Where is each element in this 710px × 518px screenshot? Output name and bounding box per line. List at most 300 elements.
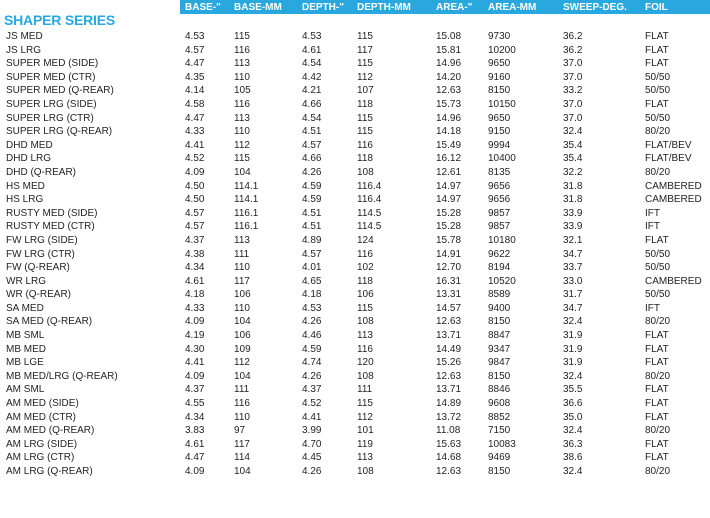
cell-area-mm: 9847 bbox=[488, 357, 511, 369]
table-row bbox=[0, 71, 710, 85]
cell-area-in: 15.63 bbox=[436, 438, 462, 450]
cell-base-in: 4.09 bbox=[185, 370, 205, 382]
header-base-in: BASE-" bbox=[185, 2, 221, 13]
header-area-in: AREA-" bbox=[436, 2, 473, 13]
table-row bbox=[0, 288, 710, 302]
cell-depth-in: 4.51 bbox=[302, 207, 322, 219]
cell-area-in: 13.71 bbox=[436, 330, 462, 342]
cell-area-mm: 10200 bbox=[488, 44, 516, 56]
table-row bbox=[0, 139, 710, 153]
cell-depth-in: 4.26 bbox=[302, 166, 322, 178]
cell-sweep-deg: 33.0 bbox=[563, 275, 583, 287]
cell-area-mm: 9650 bbox=[488, 58, 511, 70]
cell-fin-name: AM SML bbox=[6, 384, 45, 396]
cell-base-mm: 106 bbox=[234, 330, 251, 342]
table-row bbox=[0, 465, 710, 479]
cell-fin-name: DHD LRG bbox=[6, 153, 52, 165]
cell-fin-name: WR LRG bbox=[6, 275, 46, 287]
table-row bbox=[0, 248, 710, 262]
cell-area-mm: 9656 bbox=[488, 194, 511, 206]
cell-base-in: 4.30 bbox=[185, 343, 205, 355]
cell-base-mm: 115 bbox=[234, 153, 250, 165]
cell-area-mm: 10520 bbox=[488, 275, 516, 287]
cell-sweep-deg: 36.2 bbox=[563, 44, 583, 56]
cell-depth-mm: 116 bbox=[357, 139, 373, 151]
table-row bbox=[0, 370, 710, 384]
cell-base-in: 4.55 bbox=[185, 398, 205, 410]
cell-fin-name: AM LRG (CTR) bbox=[6, 452, 75, 464]
cell-foil: FLAT bbox=[645, 384, 669, 396]
cell-fin-name: HS MED bbox=[6, 180, 45, 192]
cell-fin-name: SUPER LRG (Q-REAR) bbox=[6, 126, 113, 138]
cell-base-mm: 114.1 bbox=[234, 194, 259, 206]
cell-fin-name: SUPER LRG (CTR) bbox=[6, 112, 94, 124]
cell-depth-in: 4.42 bbox=[302, 71, 322, 83]
table-body bbox=[0, 30, 710, 479]
cell-fin-name: HS LRG bbox=[6, 194, 44, 206]
cell-base-mm: 112 bbox=[234, 357, 250, 369]
cell-fin-name: FW LRG (CTR) bbox=[6, 248, 75, 260]
cell-depth-mm: 102 bbox=[357, 262, 374, 274]
cell-area-mm: 9469 bbox=[488, 452, 511, 464]
cell-area-mm: 9857 bbox=[488, 221, 511, 233]
table-row bbox=[0, 451, 710, 465]
cell-depth-in: 4.57 bbox=[302, 248, 322, 260]
cell-foil: 80/20 bbox=[645, 466, 671, 477]
cell-foil: 50/50 bbox=[645, 85, 671, 97]
cell-depth-mm: 120 bbox=[357, 357, 374, 369]
cell-depth-mm: 101 bbox=[357, 425, 374, 437]
table-row bbox=[0, 356, 710, 370]
cell-depth-in: 4.66 bbox=[302, 98, 322, 110]
cell-base-mm: 117 bbox=[234, 438, 250, 450]
table-row bbox=[0, 329, 710, 343]
cell-depth-mm: 108 bbox=[357, 316, 374, 328]
cell-area-mm: 9150 bbox=[488, 126, 511, 138]
cell-base-mm: 106 bbox=[234, 289, 251, 301]
cell-base-in: 4.41 bbox=[185, 357, 205, 369]
cell-base-mm: 112 bbox=[234, 139, 250, 151]
cell-area-mm: 8150 bbox=[488, 370, 511, 382]
cell-base-in: 4.19 bbox=[185, 330, 205, 342]
cell-depth-mm: 116 bbox=[357, 248, 373, 260]
cell-area-in: 14.18 bbox=[436, 126, 462, 138]
cell-depth-in: 4.45 bbox=[302, 452, 322, 464]
cell-area-in: 12.63 bbox=[436, 316, 462, 328]
cell-foil: 50/50 bbox=[645, 71, 671, 83]
cell-foil: CAMBERED bbox=[645, 275, 702, 287]
cell-foil: 50/50 bbox=[645, 289, 671, 301]
cell-depth-in: 4.66 bbox=[302, 153, 322, 165]
cell-base-in: 4.50 bbox=[185, 180, 205, 192]
cell-fin-name: MB SML bbox=[6, 330, 45, 342]
cell-foil: FLAT bbox=[645, 357, 669, 369]
cell-fin-name: SUPER LRG (SIDE) bbox=[6, 98, 97, 110]
cell-base-mm: 113 bbox=[234, 58, 250, 70]
table-row bbox=[0, 234, 710, 248]
cell-area-mm: 10400 bbox=[488, 153, 516, 165]
cell-area-in: 14.96 bbox=[436, 112, 462, 124]
cell-sweep-deg: 35.0 bbox=[563, 411, 583, 423]
cell-sweep-deg: 35.5 bbox=[563, 384, 583, 396]
cell-foil: 80/20 bbox=[645, 126, 671, 138]
cell-sweep-deg: 35.4 bbox=[563, 153, 583, 165]
cell-foil: FLAT/BEV bbox=[645, 153, 692, 165]
cell-foil: FLAT bbox=[645, 234, 669, 246]
cell-sweep-deg: 35.4 bbox=[563, 139, 583, 151]
cell-sweep-deg: 37.0 bbox=[563, 71, 583, 83]
header-area-mm: AREA-MM bbox=[488, 2, 537, 13]
cell-foil: 80/20 bbox=[645, 316, 671, 328]
cell-sweep-deg: 36.6 bbox=[563, 398, 583, 410]
cell-foil: FLAT bbox=[645, 44, 669, 56]
table-row bbox=[0, 180, 710, 194]
cell-base-in: 4.57 bbox=[185, 221, 205, 233]
cell-area-in: 15.28 bbox=[436, 221, 462, 233]
cell-base-in: 4.18 bbox=[185, 289, 205, 301]
cell-base-mm: 116 bbox=[234, 44, 250, 56]
cell-sweep-deg: 31.8 bbox=[563, 194, 583, 206]
cell-foil: IFT bbox=[645, 221, 660, 233]
cell-depth-in: 4.59 bbox=[302, 180, 322, 192]
cell-depth-mm: 117 bbox=[357, 44, 373, 56]
cell-area-in: 14.96 bbox=[436, 58, 462, 70]
cell-base-in: 4.09 bbox=[185, 316, 205, 328]
cell-base-in: 4.35 bbox=[185, 71, 205, 83]
cell-depth-in: 4.18 bbox=[302, 289, 322, 301]
cell-fin-name: FW LRG (SIDE) bbox=[6, 234, 78, 246]
cell-sweep-deg: 36.2 bbox=[563, 31, 583, 42]
cell-base-mm: 114 bbox=[234, 452, 250, 464]
cell-sweep-deg: 32.4 bbox=[563, 466, 583, 477]
cell-area-in: 15.78 bbox=[436, 234, 462, 246]
cell-sweep-deg: 37.0 bbox=[563, 58, 583, 70]
cell-area-mm: 9650 bbox=[488, 112, 511, 124]
cell-foil: 50/50 bbox=[645, 112, 671, 124]
cell-base-in: 3.83 bbox=[185, 425, 205, 437]
cell-base-in: 4.53 bbox=[185, 31, 205, 42]
cell-sweep-deg: 34.7 bbox=[563, 302, 583, 314]
cell-foil: FLAT bbox=[645, 58, 669, 70]
cell-depth-mm: 115 bbox=[357, 398, 373, 410]
cell-fin-name: SUPER MED (SIDE) bbox=[6, 58, 99, 70]
cell-fin-name: SA MED (Q-REAR) bbox=[6, 316, 93, 328]
cell-fin-name: MB LGE bbox=[6, 357, 44, 369]
cell-depth-mm: 108 bbox=[357, 166, 374, 178]
cell-base-in: 4.52 bbox=[185, 153, 205, 165]
cell-depth-in: 4.21 bbox=[302, 85, 322, 97]
table-row bbox=[0, 152, 710, 166]
cell-fin-name: AM MED (CTR) bbox=[6, 411, 76, 423]
cell-fin-name: AM MED (Q-REAR) bbox=[6, 425, 95, 437]
cell-area-mm: 9347 bbox=[488, 343, 511, 355]
cell-sweep-deg: 32.4 bbox=[563, 425, 583, 437]
cell-fin-name: DHD MED bbox=[6, 139, 53, 151]
cell-sweep-deg: 34.7 bbox=[563, 248, 583, 260]
cell-fin-name: FW (Q-REAR) bbox=[6, 262, 70, 274]
cell-area-in: 14.97 bbox=[436, 180, 462, 192]
header-foil: FOIL bbox=[645, 2, 668, 13]
table-row bbox=[0, 207, 710, 221]
cell-area-in: 14.91 bbox=[436, 248, 462, 260]
cell-area-in: 14.68 bbox=[436, 452, 462, 464]
cell-area-in: 15.73 bbox=[436, 98, 462, 110]
cell-base-in: 4.57 bbox=[185, 44, 205, 56]
cell-base-mm: 104 bbox=[234, 466, 251, 477]
cell-base-mm: 105 bbox=[234, 85, 251, 97]
cell-base-in: 4.61 bbox=[185, 438, 205, 450]
cell-sweep-deg: 38.6 bbox=[563, 452, 583, 464]
cell-fin-name: JS LRG bbox=[6, 44, 42, 56]
cell-area-mm: 8194 bbox=[488, 262, 511, 274]
cell-sweep-deg: 32.4 bbox=[563, 316, 583, 328]
cell-base-in: 4.57 bbox=[185, 207, 205, 219]
cell-base-mm: 113 bbox=[234, 234, 250, 246]
cell-depth-mm: 116.4 bbox=[357, 194, 382, 206]
cell-depth-mm: 124 bbox=[357, 234, 374, 246]
cell-area-in: 12.63 bbox=[436, 370, 462, 382]
table-row bbox=[0, 315, 710, 329]
cell-fin-name: AM LRG (SIDE) bbox=[6, 438, 78, 450]
cell-area-in: 16.31 bbox=[436, 275, 462, 287]
cell-fin-name: RUSTY MED (SIDE) bbox=[6, 207, 98, 219]
cell-area-in: 16.12 bbox=[436, 153, 462, 165]
cell-foil: 80/20 bbox=[645, 370, 671, 382]
cell-area-in: 12.63 bbox=[436, 85, 462, 97]
cell-base-in: 4.33 bbox=[185, 302, 205, 314]
cell-foil: FLAT bbox=[645, 98, 669, 110]
table-row bbox=[0, 193, 710, 207]
cell-area-mm: 8150 bbox=[488, 85, 511, 97]
cell-area-mm: 10083 bbox=[488, 438, 516, 450]
cell-fin-name: DHD (Q-REAR) bbox=[6, 166, 76, 178]
cell-sweep-deg: 33.2 bbox=[563, 85, 583, 97]
cell-area-in: 12.61 bbox=[436, 166, 462, 178]
cell-base-in: 4.37 bbox=[185, 384, 205, 396]
cell-depth-mm: 116 bbox=[357, 343, 373, 355]
cell-base-mm: 109 bbox=[234, 343, 251, 355]
table-row bbox=[0, 424, 710, 438]
cell-area-in: 13.72 bbox=[436, 411, 462, 423]
table-row bbox=[0, 302, 710, 316]
cell-area-mm: 9656 bbox=[488, 180, 511, 192]
cell-depth-in: 4.89 bbox=[302, 234, 322, 246]
cell-depth-mm: 118 bbox=[357, 275, 373, 287]
cell-area-in: 14.97 bbox=[436, 194, 462, 206]
table-row bbox=[0, 84, 710, 98]
cell-depth-mm: 115 bbox=[357, 126, 373, 138]
cell-fin-name: JS MED bbox=[6, 31, 43, 42]
cell-area-in: 14.89 bbox=[436, 398, 462, 410]
cell-foil: 50/50 bbox=[645, 248, 671, 260]
cell-area-mm: 8846 bbox=[488, 384, 511, 396]
cell-base-mm: 116.1 bbox=[234, 207, 259, 219]
table-title: SHAPER SERIES bbox=[4, 12, 115, 28]
cell-base-in: 4.47 bbox=[185, 58, 205, 70]
cell-depth-in: 4.61 bbox=[302, 44, 322, 56]
table-row bbox=[0, 397, 710, 411]
cell-area-in: 12.70 bbox=[436, 262, 462, 274]
cell-base-in: 4.50 bbox=[185, 194, 205, 206]
cell-base-mm: 117 bbox=[234, 275, 250, 287]
cell-area-in: 11.08 bbox=[436, 425, 461, 437]
cell-base-mm: 113 bbox=[234, 112, 250, 124]
cell-fin-name: SUPER MED (Q-REAR) bbox=[6, 85, 114, 97]
table-row bbox=[0, 343, 710, 357]
cell-depth-mm: 113 bbox=[357, 330, 373, 342]
cell-area-mm: 8150 bbox=[488, 316, 511, 328]
cell-foil: FLAT bbox=[645, 343, 669, 355]
cell-depth-mm: 115 bbox=[357, 31, 373, 42]
cell-depth-mm: 108 bbox=[357, 466, 374, 477]
cell-depth-mm: 107 bbox=[357, 85, 374, 97]
cell-base-mm: 110 bbox=[234, 71, 250, 83]
cell-fin-name: AM LRG (Q-REAR) bbox=[6, 466, 93, 477]
table-row bbox=[0, 57, 710, 71]
cell-sweep-deg: 31.8 bbox=[563, 180, 583, 192]
table-row bbox=[0, 30, 710, 44]
cell-depth-in: 4.41 bbox=[302, 411, 322, 423]
table-row bbox=[0, 275, 710, 289]
table-row bbox=[0, 44, 710, 58]
table-row bbox=[0, 261, 710, 275]
cell-area-in: 14.57 bbox=[436, 302, 462, 314]
cell-depth-in: 4.26 bbox=[302, 466, 322, 477]
cell-foil: 80/20 bbox=[645, 166, 671, 178]
table-row bbox=[0, 438, 710, 452]
header-depth-in: DEPTH-" bbox=[302, 2, 344, 13]
cell-base-in: 4.33 bbox=[185, 126, 205, 138]
cell-sweep-deg: 33.7 bbox=[563, 262, 583, 274]
table-row bbox=[0, 112, 710, 126]
cell-sweep-deg: 32.4 bbox=[563, 126, 583, 138]
cell-sweep-deg: 33.9 bbox=[563, 207, 583, 219]
cell-foil: IFT bbox=[645, 302, 660, 314]
cell-depth-in: 4.37 bbox=[302, 384, 322, 396]
cell-area-mm: 9857 bbox=[488, 207, 511, 219]
cell-base-mm: 111 bbox=[234, 384, 250, 396]
cell-sweep-deg: 31.9 bbox=[563, 357, 583, 369]
cell-base-in: 4.47 bbox=[185, 452, 205, 464]
cell-depth-mm: 112 bbox=[357, 71, 373, 83]
cell-foil: FLAT bbox=[645, 398, 669, 410]
cell-area-in: 15.81 bbox=[436, 44, 462, 56]
cell-fin-name: MB MED bbox=[6, 343, 46, 355]
table-row bbox=[0, 98, 710, 112]
cell-foil: FLAT/BEV bbox=[645, 139, 692, 151]
cell-depth-in: 4.57 bbox=[302, 139, 322, 151]
cell-depth-in: 4.54 bbox=[302, 58, 322, 70]
header-sweep-deg: SWEEP-DEG. bbox=[563, 2, 627, 13]
cell-fin-name: SUPER MED (CTR) bbox=[6, 71, 96, 83]
cell-depth-in: 4.59 bbox=[302, 194, 322, 206]
cell-depth-in: 4.52 bbox=[302, 398, 322, 410]
cell-depth-mm: 115 bbox=[357, 58, 373, 70]
cell-foil: CAMBERED bbox=[645, 180, 702, 192]
cell-area-in: 15.49 bbox=[436, 139, 462, 151]
cell-area-mm: 9400 bbox=[488, 302, 511, 314]
cell-foil: FLAT bbox=[645, 452, 669, 464]
cell-foil: FLAT bbox=[645, 411, 669, 423]
cell-depth-mm: 114.5 bbox=[357, 221, 382, 233]
cell-sweep-deg: 31.9 bbox=[563, 343, 583, 355]
cell-depth-in: 4.65 bbox=[302, 275, 322, 287]
cell-base-mm: 97 bbox=[234, 425, 246, 437]
cell-fin-name: WR (Q-REAR) bbox=[6, 289, 71, 301]
cell-area-in: 15.26 bbox=[436, 357, 462, 369]
cell-depth-in: 4.70 bbox=[302, 438, 322, 450]
cell-fin-name: MB MED/LRG (Q-REAR) bbox=[6, 370, 118, 382]
table-row bbox=[0, 383, 710, 397]
cell-foil: CAMBERED bbox=[645, 194, 702, 206]
cell-depth-mm: 112 bbox=[357, 411, 373, 423]
cell-area-in: 12.63 bbox=[436, 466, 462, 477]
cell-depth-in: 4.46 bbox=[302, 330, 322, 342]
table-row bbox=[0, 411, 710, 425]
cell-area-mm: 8135 bbox=[488, 166, 511, 178]
cell-area-in: 15.08 bbox=[436, 31, 462, 42]
cell-base-in: 4.58 bbox=[185, 98, 205, 110]
cell-depth-in: 4.26 bbox=[302, 370, 322, 382]
cell-foil: FLAT bbox=[645, 438, 669, 450]
cell-depth-mm: 115 bbox=[357, 302, 373, 314]
cell-sweep-deg: 32.1 bbox=[563, 234, 583, 246]
cell-depth-in: 4.26 bbox=[302, 316, 322, 328]
cell-base-mm: 110 bbox=[234, 126, 250, 138]
cell-depth-in: 4.51 bbox=[302, 221, 322, 233]
cell-area-mm: 9994 bbox=[488, 139, 511, 151]
cell-area-in: 15.28 bbox=[436, 207, 462, 219]
cell-base-mm: 110 bbox=[234, 262, 250, 274]
cell-sweep-deg: 37.0 bbox=[563, 98, 583, 110]
cell-area-mm: 8150 bbox=[488, 466, 511, 477]
cell-sweep-deg: 32.2 bbox=[563, 166, 583, 178]
cell-depth-in: 4.53 bbox=[302, 31, 322, 42]
cell-base-mm: 111 bbox=[234, 248, 250, 260]
cell-base-in: 4.14 bbox=[185, 85, 205, 97]
cell-depth-mm: 119 bbox=[357, 438, 373, 450]
cell-area-mm: 10180 bbox=[488, 234, 516, 246]
cell-depth-mm: 114.5 bbox=[357, 207, 382, 219]
cell-depth-mm: 106 bbox=[357, 289, 374, 301]
cell-depth-in: 4.74 bbox=[302, 357, 322, 369]
cell-base-in: 4.47 bbox=[185, 112, 205, 124]
cell-depth-in: 4.59 bbox=[302, 343, 322, 355]
cell-sweep-deg: 36.3 bbox=[563, 438, 583, 450]
cell-depth-mm: 113 bbox=[357, 452, 373, 464]
table-row bbox=[0, 125, 710, 139]
cell-base-in: 4.41 bbox=[185, 139, 205, 151]
cell-foil: 50/50 bbox=[645, 262, 671, 274]
cell-sweep-deg: 37.0 bbox=[563, 112, 583, 124]
cell-sweep-deg: 33.9 bbox=[563, 221, 583, 233]
cell-base-mm: 116.1 bbox=[234, 221, 259, 233]
cell-depth-mm: 111 bbox=[357, 384, 373, 396]
cell-foil: 80/20 bbox=[645, 425, 671, 437]
cell-base-mm: 110 bbox=[234, 302, 250, 314]
cell-depth-mm: 118 bbox=[357, 98, 373, 110]
cell-base-mm: 116 bbox=[234, 98, 250, 110]
cell-depth-mm: 118 bbox=[357, 153, 373, 165]
cell-area-mm: 9622 bbox=[488, 248, 511, 260]
cell-base-mm: 110 bbox=[234, 411, 250, 423]
table-row bbox=[0, 220, 710, 234]
cell-area-in: 14.49 bbox=[436, 343, 462, 355]
cell-area-in: 13.71 bbox=[436, 384, 462, 396]
cell-area-mm: 8589 bbox=[488, 289, 511, 301]
cell-area-mm: 8847 bbox=[488, 330, 511, 342]
header-base-mm: BASE-MM bbox=[234, 2, 282, 13]
